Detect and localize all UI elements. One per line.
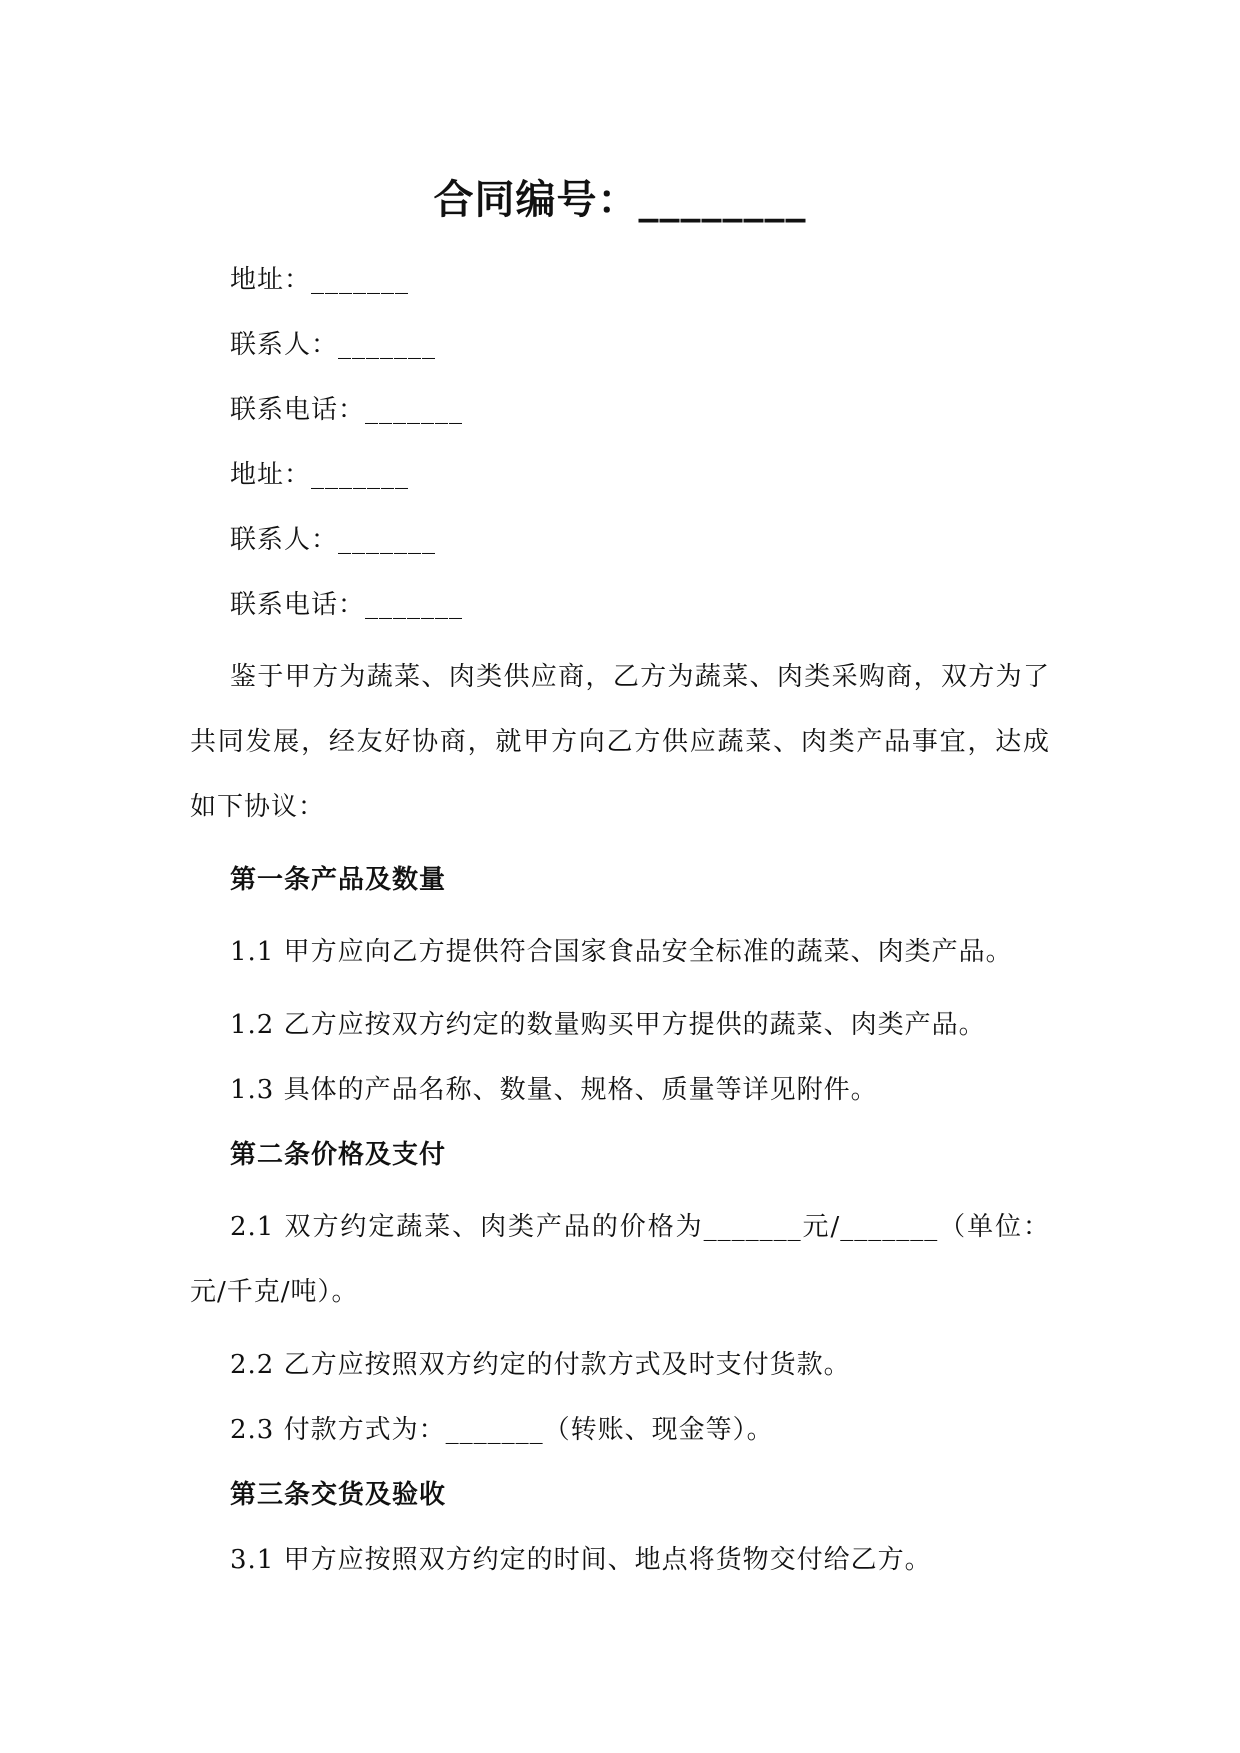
clause-paragraph: 1.3 具体的产品名称、数量、规格、质量等详见附件。 xyxy=(230,1075,878,1105)
contact-person-field: 联系人：_______ xyxy=(230,330,437,360)
document-body xyxy=(190,255,1050,1600)
address-field: 地址：_______ xyxy=(230,460,410,490)
section-heading: 第三条交货及验收 xyxy=(230,1480,447,1510)
contact-phone-field: 联系电话：_______ xyxy=(230,395,464,425)
clause-paragraph: 2.2 乙方应按照双方约定的付款方式及时支付货款。 xyxy=(230,1350,851,1380)
contract-number-title: 合同编号：________ xyxy=(433,177,807,223)
clause-paragraph: 2.3 付款方式为：_______（转账、现金等）。 xyxy=(230,1415,774,1445)
contact-person-field: 联系人：_______ xyxy=(230,525,437,555)
section-heading: 第一条产品及数量 xyxy=(230,865,447,895)
clause-paragraph: 2.1 双方约定蔬菜、肉类产品的价格为_______元/_______（单位：元/千克/吨）。 xyxy=(190,1212,1050,1307)
preamble-paragraph: 鉴于甲方为蔬菜、肉类供应商，乙方为蔬菜、肉类采购商，双方为了共同发展，经友好协商，就甲方向乙方供应蔬菜、肉类产品事宜，达成如下协议： xyxy=(190,662,1050,822)
contact-phone-field: 联系电话：_______ xyxy=(230,590,464,620)
address-field: 地址：_______ xyxy=(230,265,410,295)
clause-paragraph: 1.1 甲方应向乙方提供符合国家食品安全标准的蔬菜、肉类产品。 xyxy=(230,937,1013,967)
clause-paragraph: 1.2 乙方应按双方约定的数量购买甲方提供的蔬菜、肉类产品。 xyxy=(230,1010,986,1040)
section-heading: 第二条价格及支付 xyxy=(230,1140,447,1170)
clause-paragraph: 3.1 甲方应按照双方约定的时间、地点将货物交付给乙方。 xyxy=(230,1545,932,1575)
